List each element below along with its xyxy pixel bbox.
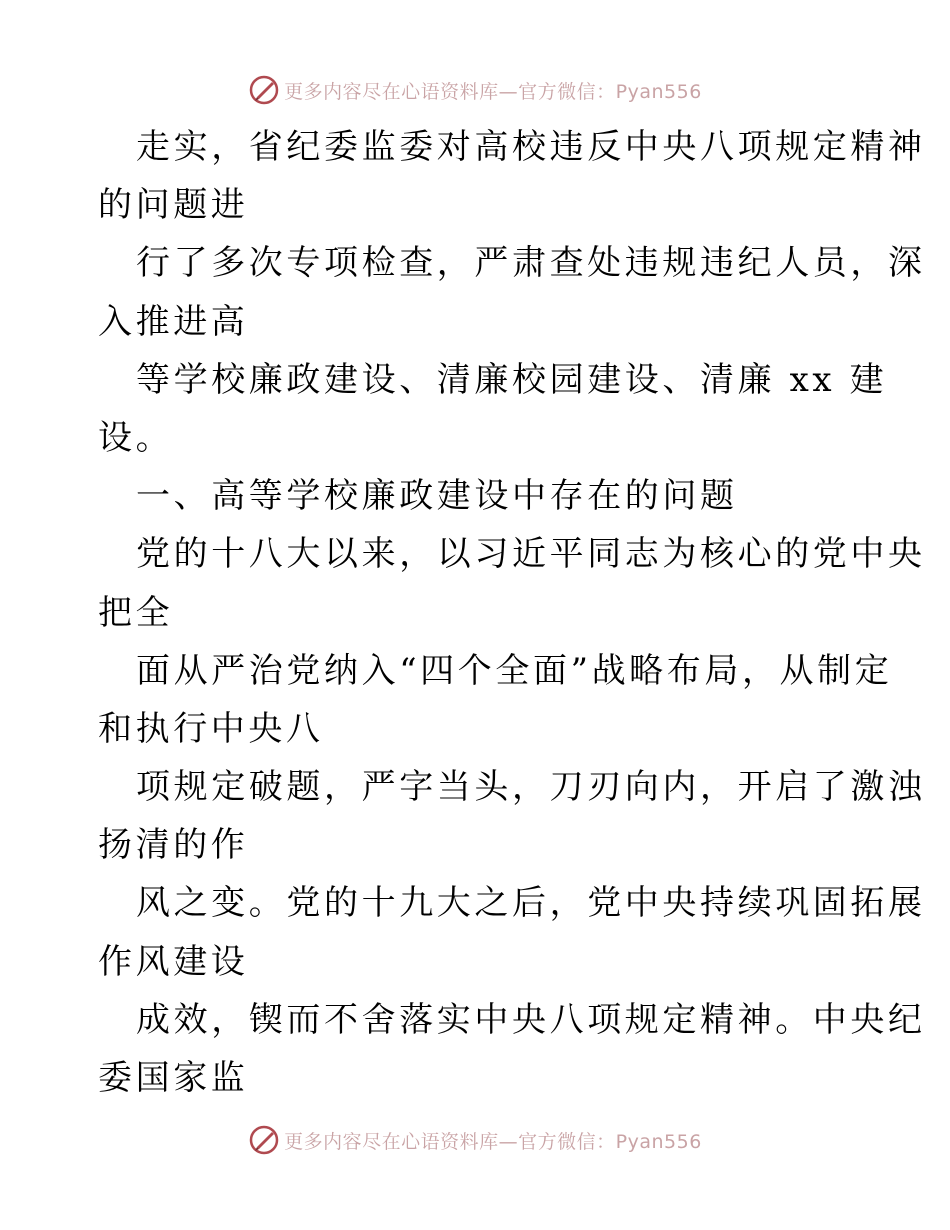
paragraph-line: 风之变。党的十九大之后，党中央持续巩固拓展: [136, 883, 926, 924]
paragraph-continuation-line: 把全: [98, 592, 174, 633]
paragraph-line: 行了多次专项检查，严肃查处违规违纪人员，深: [136, 243, 926, 284]
quill-seal-icon: [248, 74, 280, 106]
watermark-text: 更多内容尽在心语资料库—官方微信：Pyan556: [284, 80, 702, 103]
paragraph-continuation-line: 设。: [98, 417, 174, 458]
header-watermark: [0, 70, 950, 110]
paragraph-line: 党的十八大以来，以习近平同志为核心的党中央: [136, 534, 926, 575]
paragraph-continuation-line: 作风建设: [98, 941, 249, 982]
paragraph-line: 等学校廉政建设、清廉校园建设、清廉 xx 建: [136, 359, 888, 400]
paragraph-continuation-line: 扬清的作: [98, 825, 249, 866]
paragraph-line: 走实，省纪委监委对高校违反中央八项规定精神: [136, 127, 926, 167]
paragraph-line: 面从严治党纳入“四个全面”战略布局，从制定: [136, 650, 893, 691]
paragraph-continuation-line: 的问题进: [98, 185, 249, 226]
quill-seal-icon: [248, 1124, 280, 1156]
paragraph-line: 一、高等学校廉政建设中存在的问题: [136, 476, 738, 517]
paragraph-continuation-line: 委国家监: [98, 1058, 249, 1098]
paragraph-continuation-line: 入推进高: [98, 301, 249, 342]
paragraph-line: 成效，锲而不舍落实中央八项规定精神。中央纪: [136, 999, 926, 1040]
document-body: [98, 118, 926, 1107]
paragraph-line: 项规定破题，严字当头，刀刃向内，开启了激浊: [136, 767, 926, 808]
watermark-text: 更多内容尽在心语资料库—官方微信：Pyan556: [284, 1130, 702, 1153]
paragraph-continuation-line: 和执行中央八: [98, 708, 324, 749]
footer-watermark: [0, 1120, 950, 1160]
